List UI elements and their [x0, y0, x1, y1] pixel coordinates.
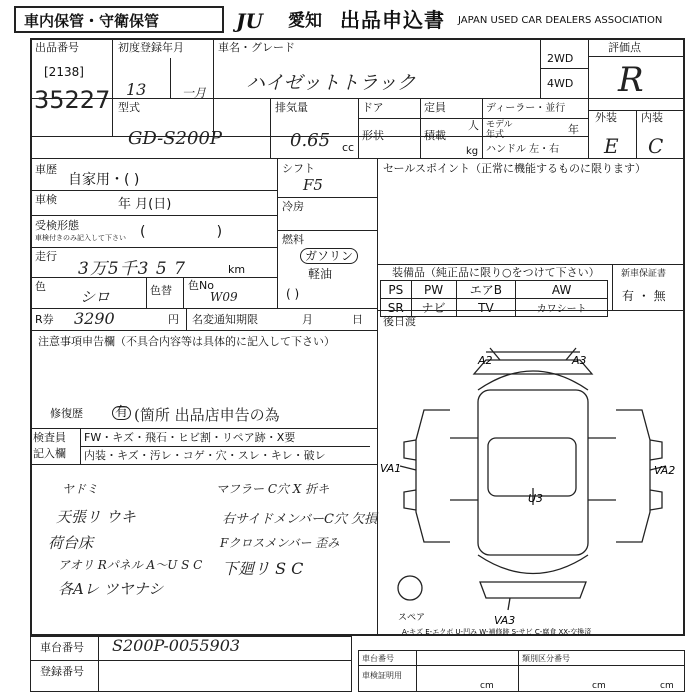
recycle-unit: 円: [168, 313, 179, 326]
mileage-value: 3万5千3 5 7: [78, 259, 186, 279]
color-value: シロ: [80, 288, 111, 306]
mark-a2: A2: [478, 354, 493, 367]
after-delivery-label: 後日渡: [383, 315, 416, 328]
repair-history-note: (箇所 出品店申告の為: [134, 406, 280, 424]
note-6: Fクロスメンバー 歪み: [220, 536, 340, 550]
note-4: 右サイドメンバーC穴 欠損: [222, 512, 378, 527]
mileage-unit: km: [228, 263, 246, 276]
door-label: ドア: [362, 101, 384, 114]
form-title: 出品申込書: [340, 8, 445, 32]
displacement-label: 排気量: [275, 101, 308, 114]
inspection-label: 車検: [35, 193, 57, 206]
vehicle-damage-diagram: [380, 330, 683, 636]
lot-number-label: 出品番号: [35, 41, 79, 54]
car-name-value: ハイゼットトラック: [246, 72, 416, 94]
first-registration-month: 一月: [182, 86, 207, 100]
cert-cm-3: cm: [660, 681, 674, 691]
inspection-type-sub: 車検付きのみ記入して下さい: [35, 234, 126, 242]
ac-label: 冷房: [282, 200, 304, 213]
drive-2wd: 2WD: [547, 52, 574, 65]
note-9: 各Aレ ツヤナシ: [58, 580, 164, 598]
equip-aw: AW: [516, 281, 608, 299]
note-7: アオリ Rパネル A〜U S C: [58, 558, 203, 572]
drive-4wd: 4WD: [547, 77, 574, 90]
shape-label: 形状: [362, 129, 384, 142]
cert-chassis-label: 車台番号: [362, 654, 394, 663]
load-label: 積載: [424, 129, 446, 142]
model-year-unit: 年: [568, 123, 579, 136]
note-5: 荷台床: [48, 534, 94, 552]
lot-number: 35227: [34, 86, 111, 114]
color-label: 色: [35, 280, 46, 293]
equipment-label: 装備品（純正品に限り○をつけて下さい）: [392, 266, 600, 279]
model-value: GD-S200P: [128, 128, 223, 149]
mark-va3: VA3: [494, 614, 516, 627]
equip-airbag: エアB: [456, 281, 516, 299]
equip-sr: SR: [381, 299, 412, 317]
equip-seat: カワシート: [516, 299, 608, 317]
fuel-label: 燃料: [282, 233, 304, 246]
association-name: JAPAN USED CAR DEALERS ASSOCIATION: [458, 15, 663, 26]
check-line-interior: 内装・キズ・汚レ・コゲ・穴・スレ・キレ・破レ: [84, 449, 326, 462]
mark-va2: VA2: [654, 464, 676, 477]
capacity-label: 定員: [424, 101, 446, 114]
notes-label: 注意事項申告欄（不具合内容等は具体的に記入して下さい）: [38, 335, 335, 348]
car-name-label: 車名・グレード: [218, 41, 295, 54]
diagram-left-side: [416, 410, 450, 542]
color-no-value: W09: [210, 290, 238, 304]
equipment-table: [380, 280, 608, 317]
color-no-label: 色No: [188, 279, 214, 292]
repair-history-value: 有: [112, 406, 131, 420]
model-year-label: モデル年式: [486, 120, 513, 140]
check-line-exterior: FW・キズ・飛石・ヒビ割・リペア跡・X要: [84, 431, 296, 444]
mark-a3: A3: [572, 354, 587, 367]
recycle-label: R券: [35, 313, 54, 326]
exterior-grade: E: [604, 134, 619, 158]
warranty-value: 有 ・ 無: [622, 289, 666, 303]
first-registration-year: 13: [126, 80, 147, 99]
lot-sub-number: [2138]: [44, 65, 84, 79]
warranty-label: 新車保証書: [621, 269, 667, 279]
interior-label: 内装: [641, 111, 663, 124]
inspection-value: 年 月(日): [118, 197, 172, 212]
fuel-gasoline: ガソリン: [300, 248, 358, 264]
diagram-roof: [478, 390, 588, 555]
spare-tire-icon: [398, 576, 422, 600]
displacement-value: 0.65: [290, 130, 331, 151]
note-8: 下廻リ S C: [222, 559, 304, 578]
repair-history-label: 修復歴: [50, 407, 83, 420]
note-1: ヤドミ: [62, 482, 99, 496]
model-label: 型式: [118, 101, 140, 114]
cert-cm-2: cm: [592, 681, 606, 691]
history-value: 自家用・( ): [68, 172, 140, 188]
load-unit: kg: [466, 146, 479, 157]
registration-number-label: 登録番号: [40, 665, 84, 678]
mark-va1: VA1: [380, 462, 402, 475]
grade-value: R: [618, 60, 644, 100]
name-change-day: 日: [352, 313, 363, 326]
storage-text: 車内保管・守衛保管: [24, 12, 160, 30]
cert-class-label: 類別区分番号: [522, 654, 570, 663]
shift-label: シフト: [282, 162, 315, 175]
capacity-unit: 人: [468, 119, 479, 132]
fuel-other: ( ): [286, 287, 300, 301]
mark-u3: U3: [528, 492, 544, 505]
shift-value: F5: [303, 176, 323, 194]
inspection-type-label: 受検形態: [35, 219, 79, 232]
history-label: 車歴: [35, 163, 57, 176]
note-3: 天張リ ウキ: [56, 508, 136, 526]
fuel-diesel: 軽油: [308, 267, 333, 281]
sales-point-label: セールスポイント（正常に機能するものに限ります）: [383, 162, 647, 175]
chassis-label: 車台番号: [40, 641, 84, 654]
equip-navi: ナビ: [411, 299, 456, 317]
inspection-type-paren: ( ): [140, 224, 223, 240]
chassis-value: S200P-0055903: [112, 636, 241, 655]
storage-banner: [14, 6, 224, 33]
name-change-month: 月: [302, 313, 313, 326]
note-2: マフラー C穴 X 折キ: [216, 482, 330, 496]
first-registration-label: 初度登録年月: [118, 41, 184, 54]
org-name: 愛知: [288, 11, 322, 31]
equip-ps: PS: [381, 281, 412, 299]
interior-grade: C: [648, 134, 664, 158]
color-swap-label: 色替: [150, 284, 172, 297]
equip-pw: PW: [411, 281, 456, 299]
cert-cm-1: cm: [480, 681, 494, 691]
damage-legend: A-キズ E-エクボ U-凹み W-補修跡 S-サビ C-腐食 XX-交換済: [402, 628, 592, 636]
grade-label: 評価点: [608, 41, 641, 54]
handle-label: ハンドル 左・右: [486, 144, 560, 155]
mileage-label: 走行: [35, 250, 57, 263]
ju-logo: JU: [236, 9, 263, 33]
name-change-label: 名変通知期限: [192, 313, 258, 326]
displacement-unit: cc: [342, 141, 355, 154]
recycle-value: 3290: [74, 309, 115, 328]
entry-label: 記入欄: [33, 447, 66, 460]
equip-tv: TV: [456, 299, 516, 317]
exterior-label: 外装: [595, 111, 617, 124]
dealer-label: ディーラー・並行: [486, 103, 566, 114]
cert-card-label: 車検証明用: [362, 671, 402, 680]
inspector-label: 検査員: [33, 431, 66, 444]
diagram-right-side: [616, 410, 650, 542]
spare-label: スペア: [398, 613, 426, 623]
